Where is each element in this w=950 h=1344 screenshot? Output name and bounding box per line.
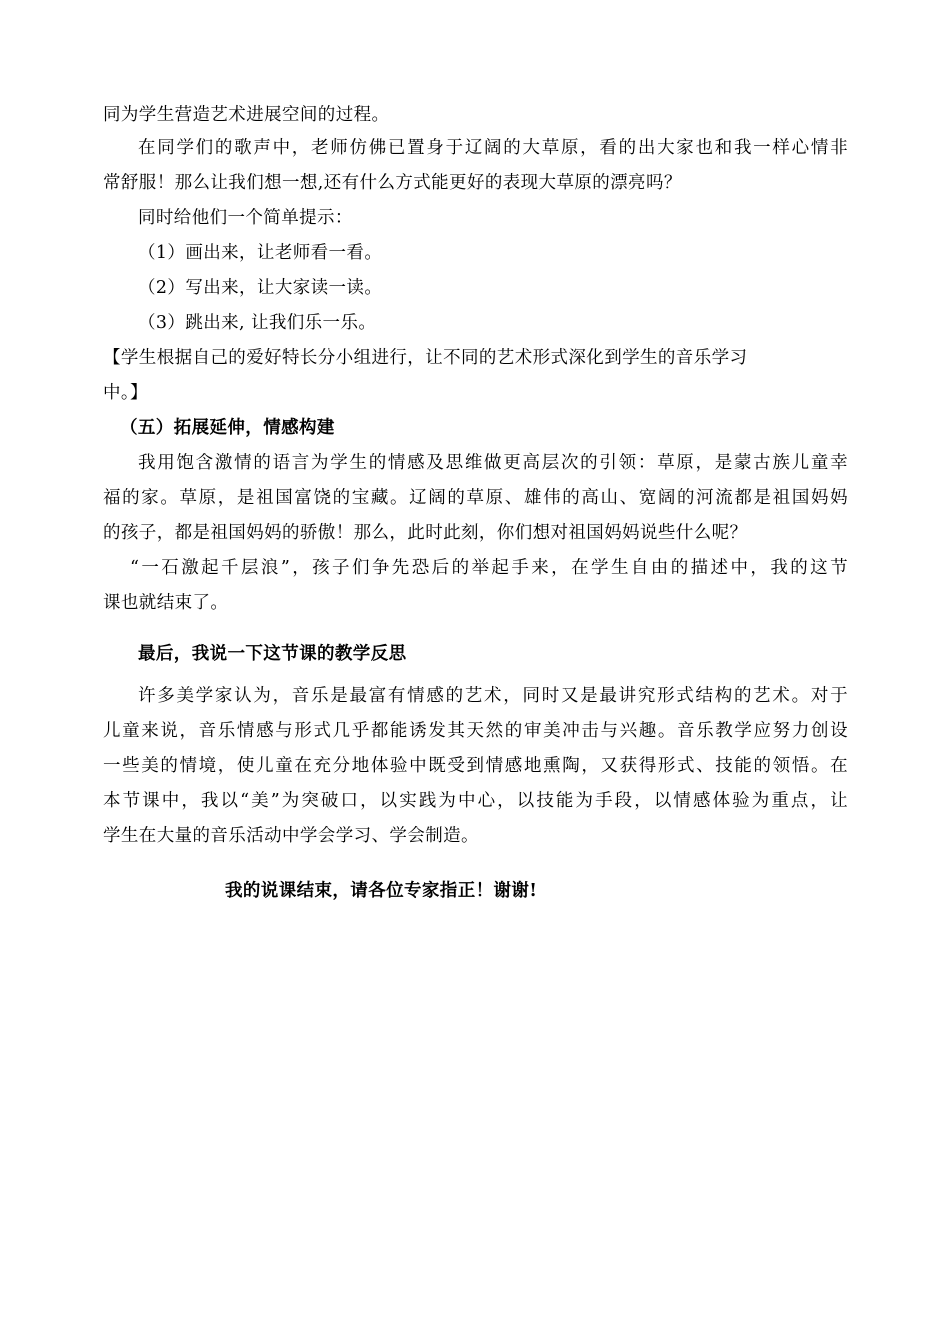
- paragraph-line: 常舒服！那么让我们想一想,还有什么方式能更好的表现大草原的漂亮吗？: [103, 173, 682, 193]
- paragraph-line: 我用饱含激情的语言为学生的情感及思维做更高层次的引领：草原，是蒙古族儿童幸: [138, 453, 848, 473]
- paragraph-line: “一石激起千层浪”，孩子们争先恐后的举起手来，在学生自由的描述中，我的这节: [130, 558, 848, 578]
- paragraph-line: 的孩子，都是祖国妈妈的骄傲！那么，此时此刻，你们想对祖国妈妈说些什么呢？: [103, 523, 748, 543]
- paragraph-line: 福的家。草原，是祖国富饶的宝藏。辽阔的草原、雄伟的高山、宽阔的河流都是祖国妈妈: [103, 488, 848, 508]
- closing-remark: 我的说课结束，请各位专家指正！谢谢!: [225, 881, 538, 901]
- list-item: （2）写出来，让大家读一读。: [138, 278, 383, 298]
- section-heading: 最后，我说一下这节课的教学反思: [138, 644, 407, 664]
- section-heading: （五）拓展延伸，情感构建: [120, 418, 335, 438]
- paragraph-line: 许多美学家认为，音乐是最富有情感的艺术，同时又是最讲究形式结构的艺术。对于: [138, 686, 848, 706]
- paragraph-line: 同为学生营造艺术进展空间的过程。: [103, 105, 390, 125]
- paragraph-line: 一些美的情境，使儿童在充分地体验中既受到情感地熏陶，又获得形式、技能的领悟。在: [103, 756, 848, 776]
- bracket-note: 【学生根据自己的爱好特长分小组进行，让不同的艺术形式深化到学生的音乐学习: [103, 348, 748, 368]
- paragraph-line: 课也就结束了。: [103, 593, 229, 613]
- paragraph-line: 本节课中，我以“美”为突破口，以实践为中心，以技能为手段，以情感体验为重点，让: [103, 791, 848, 811]
- list-item: （3）跳出来, 让我们乐一乐。: [138, 313, 377, 333]
- list-item: （1）画出来，让老师看一看。: [138, 243, 383, 263]
- paragraph-line: 学生在大量的音乐活动中学会学习、学会制造。: [103, 826, 479, 846]
- paragraph-line: 在同学们的歌声中，老师仿佛已置身于辽阔的大草原，看的出大家也和我一样心情非: [138, 138, 848, 158]
- paragraph-line: 儿童来说，音乐情感与形式几乎都能诱发其天然的审美冲击与兴趣。音乐教学应努力创设: [103, 721, 848, 741]
- paragraph-line: 同时给他们一个简单提示：: [138, 208, 353, 228]
- bracket-note: 中。】: [103, 383, 148, 403]
